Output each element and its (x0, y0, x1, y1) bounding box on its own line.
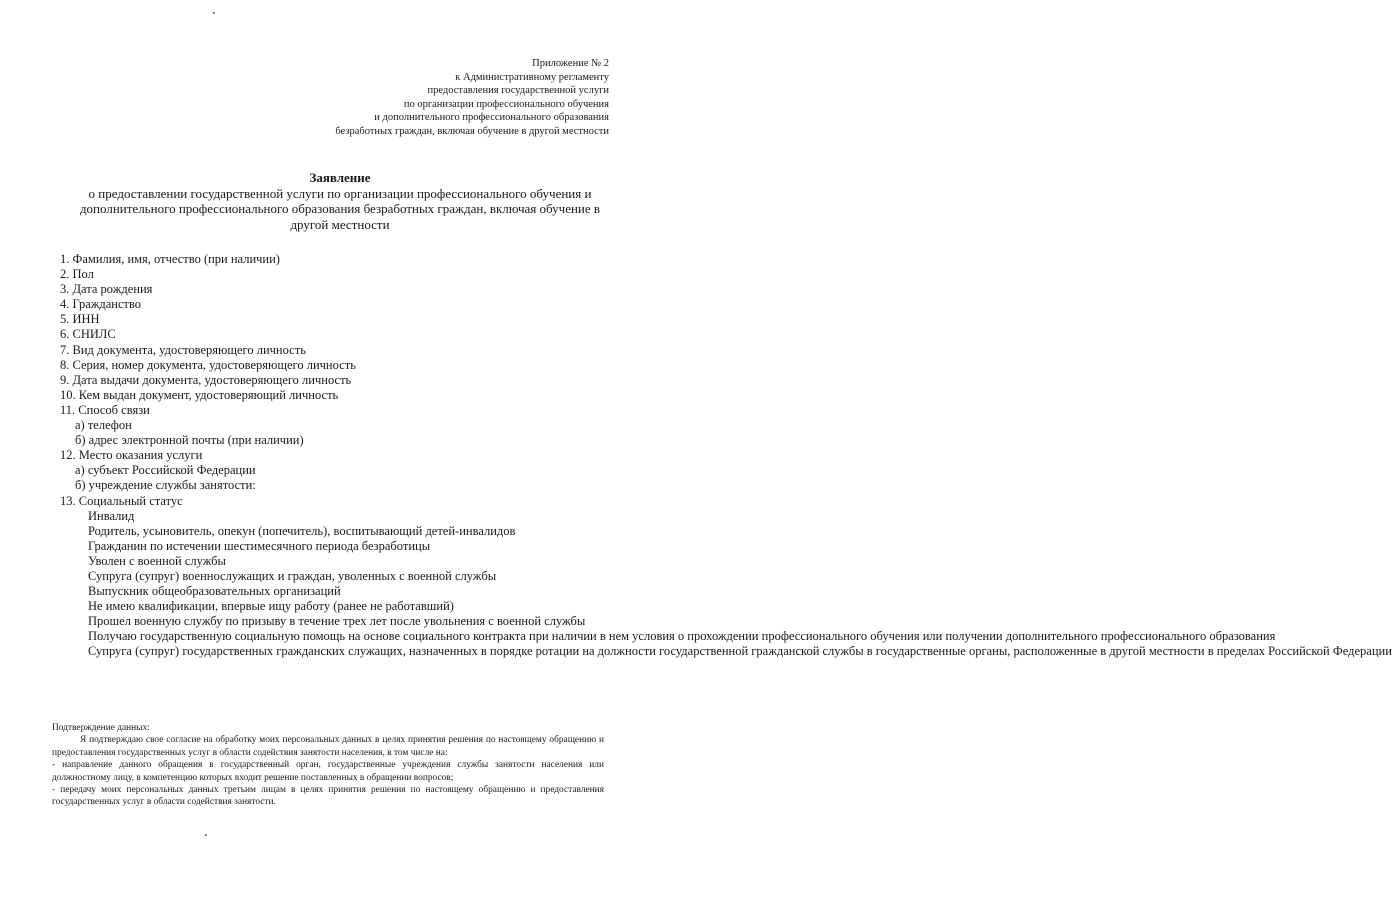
field-snils: 6. СНИЛС (60, 327, 116, 342)
title-subtitle-line: о предоставлении государственной услуги по организации профессионального обучения и (88, 185, 592, 201)
social-status-paragraph: Получаю государственную социальную помощь на основе социального контракта при наличии в нем условия о прохождении профессионального обучения или получении дополнительного профессионального образования (88, 629, 1276, 644)
attachment-line: предоставления государственной услуги (427, 85, 609, 97)
field-full-name: 1. Фамилия, имя, отчество (при наличии) (60, 252, 280, 266)
field-id-document-date: 9. Дата выдачи документа, удостоверяющего личность (60, 372, 352, 387)
social-status-option: Не имею квалификации, впервые ищу работу (ранее не работавший) (88, 599, 454, 614)
field-contact-method: 11. Способ связи (60, 402, 150, 417)
confirmation-heading: Подтверждение данных: (52, 723, 150, 733)
confirmation-paragraph: - направление данного обращения в государственный орган, государственные учреждения службы занятости населения или должностному лицу, в компетенцию которых входит решение поставленных в обращении вопросов; (52, 760, 604, 783)
place-option-employment-office: б) учреждение службы занятости: (75, 478, 256, 493)
title-subtitle-line: другой местности (290, 216, 390, 232)
attachment-line: безработных граждан, включая обучение в другой местности (335, 125, 609, 137)
field-citizenship: 4. Гражданство (60, 297, 142, 312)
social-status-option: Прошел военную службу по призыву в течение трех лет после увольнения с военной службы (88, 614, 586, 629)
social-status-option: Уволен с военной службы (88, 553, 226, 568)
social-status-option: Гражданин по истечении шестимесячного периода безработицы (88, 538, 431, 553)
data-confirmation (52, 722, 604, 809)
social-status-option: Инвалид (88, 508, 135, 523)
field-service-place: 12. Место оказания услуги (60, 448, 203, 463)
title-heading: Заявление (309, 170, 371, 185)
field-id-document-issuer: 10. Кем выдан документ, удостоверяющий личность (60, 387, 339, 402)
contact-option-email: б) адрес электронной почты (при наличии) (75, 433, 304, 448)
attachment-line: к Административному регламенту (455, 71, 609, 83)
field-inn: 5. ИНН (60, 312, 100, 327)
attachment-line: и дополнительного профессионального образования (374, 112, 609, 124)
attachment-line: по организации профессионального обучения (403, 98, 609, 110)
place-option-region: а) субъект Российской Федерации (75, 463, 256, 478)
field-gender: 2. Пол (60, 267, 94, 282)
social-status-option: Супруга (супруг) военнослужащих и граждан, уволенных с военной службы (88, 568, 497, 583)
field-id-document-number: 8. Серия, номер документа, удостоверяющего личность (60, 357, 356, 372)
document-title (60, 170, 620, 232)
attachment-line: Приложение № 2 (532, 58, 609, 69)
confirmation-paragraph: - передачу моих персональных данных третьим лицам в целях принятия решения по настоящему обращению и предоставления государственных услуг в области содействия занятости. (52, 785, 604, 808)
confirmation-paragraph: Я подтверждаю свое согласие на обработку моих персональных данных в целях принятия решения по настоящему обращению и предоставления государственных услуг в области содействия занятости населения, в том числе на: (52, 735, 604, 758)
scan-speck (205, 834, 207, 836)
attachment-note (249, 57, 609, 139)
application-fields (60, 252, 1392, 658)
title-subtitle-line: дополнительного профессионального образования безработных граждан, включая обучение в (79, 201, 601, 216)
field-birth-date: 3. Дата рождения (60, 282, 153, 297)
field-id-document-type: 7. Вид документа, удостоверяющего личность (60, 342, 306, 357)
field-social-status: 13. Социальный статус (60, 493, 183, 508)
social-status-paragraph: Супруга (супруг) государственных гражданских служащих, назначенных в порядке ротации на должности государственной гражданской службы в государственные органы, расположенные в другой местности в пределах Российской Федерации (88, 643, 1392, 658)
contact-option-phone: а) телефон (75, 418, 132, 433)
social-status-option: Выпускник общеобразовательных организаций (88, 584, 341, 599)
social-status-option: Родитель, усыновитель, опекун (попечитель), воспитывающий детей-инвалидов (88, 523, 516, 538)
scan-speck (213, 12, 215, 14)
